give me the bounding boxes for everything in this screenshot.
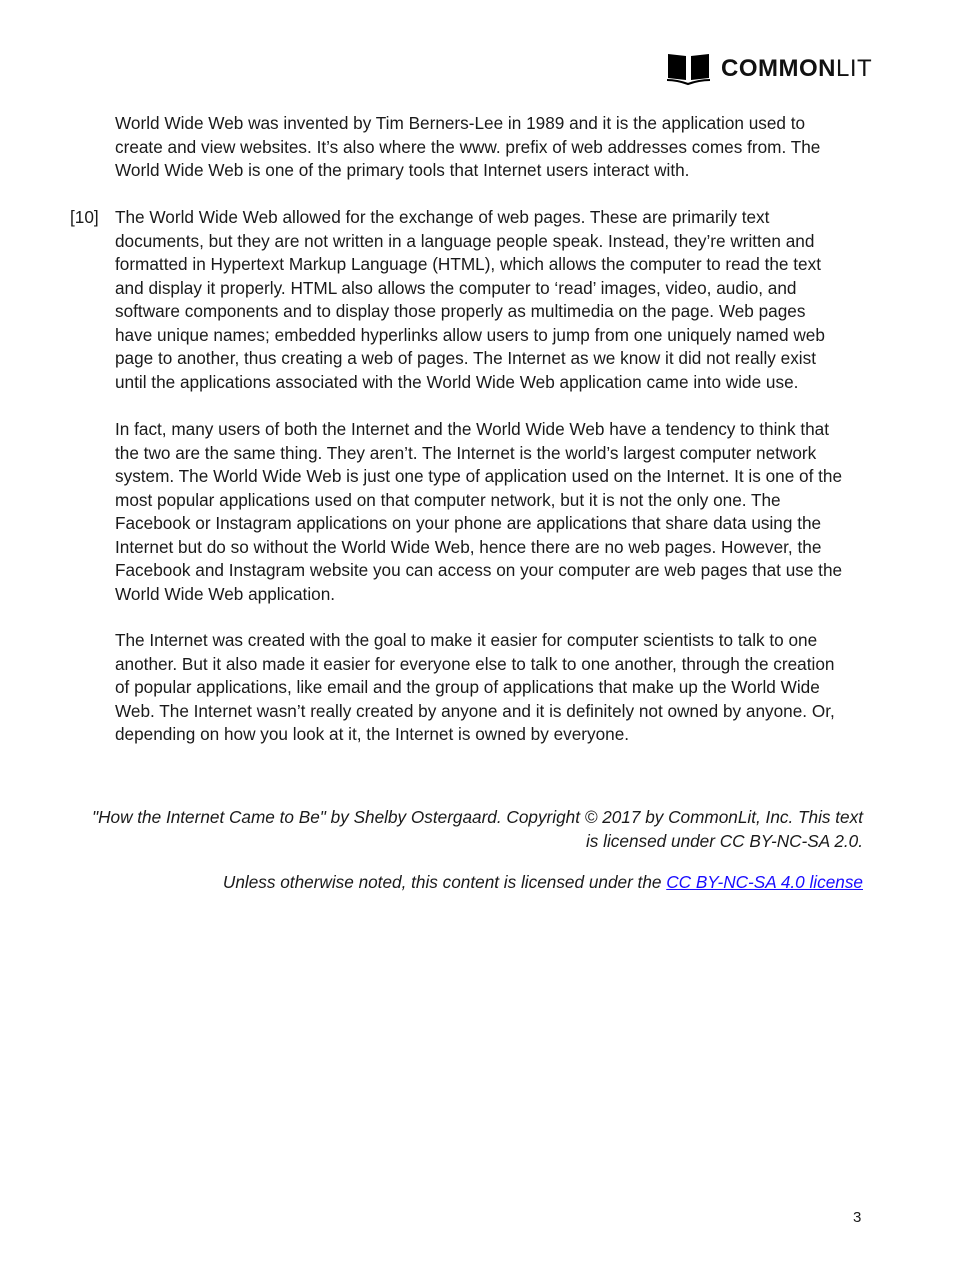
text-line: system. The World Wide Web is just one type of application used on the Internet. It is one of the bbox=[115, 466, 843, 486]
paragraph-number: [10] bbox=[70, 207, 99, 227]
text-line: Facebook and Instagram website you can access on your computer are web pages that use the bbox=[115, 560, 843, 580]
text-line: the two are the same thing. They aren’t. The Internet is the world’s largest computer network bbox=[115, 442, 817, 463]
paragraph-1 bbox=[115, 112, 820, 183]
text-line: World Wide Web application. bbox=[115, 583, 336, 604]
commonlit-logo bbox=[666, 52, 872, 86]
text-line: another. But it also made it easier for everyone else to talk to one another, through the creation bbox=[115, 653, 835, 674]
page-number: 3 bbox=[853, 1209, 862, 1226]
text-line: software components and to display those properly as multimedia on the page. Web pages bbox=[115, 301, 806, 321]
citation-line: is licensed under CC BY-NC-SA 2.0. bbox=[585, 830, 863, 851]
text-line: have unique names; embedded hyperlinks allow users to jump from one uniquely named web bbox=[115, 324, 825, 345]
text-line: create and view websites. It’s also where the www. prefix of web addresses comes from. The bbox=[115, 136, 821, 157]
text-line: The Internet was created with the goal to make it easier for computer scientists to talk to one bbox=[115, 630, 818, 650]
text-line: World Wide Web was invented by Tim Berners-Lee in 1989 and it is the application used to bbox=[115, 113, 806, 133]
citation-line: "How the Internet Came to Be" by Shelby Ostergaard. Copyright © 2017 by CommonLit, Inc. This text bbox=[92, 807, 863, 827]
text-line: formatted in Hypertext Markup Language (HTML), which allows the computer to read the text bbox=[115, 254, 821, 274]
text-line: Web. The Internet wasn’t really created by anyone and it is definitely not owned by anyone. Or, bbox=[115, 700, 835, 721]
text-line: documents, but they are not written in a language people speak. Instead, they’re written and bbox=[115, 230, 815, 251]
citation bbox=[92, 806, 863, 853]
text-line: The World Wide Web allowed for the exchange of web pages. These are primarily text bbox=[115, 207, 770, 227]
open-book-icon bbox=[666, 52, 711, 86]
license-link[interactable]: CC BY-NC-SA 4.0 license bbox=[666, 872, 863, 892]
paragraph-3 bbox=[115, 418, 842, 606]
text-line: most popular applications used on that computer network, but it is not the only one. The bbox=[115, 489, 781, 510]
paragraph-10 bbox=[115, 206, 825, 394]
paragraph-4 bbox=[115, 629, 835, 747]
text-line: In fact, many users of both the Internet and the World Wide Web have a tendency to think that bbox=[115, 419, 830, 439]
logo-text-light: LIT bbox=[835, 55, 873, 82]
text-line: depending on how you look at it, the Internet is owned by everyone. bbox=[115, 724, 630, 744]
text-line: Facebook or Instagram applications on your phone are applications that share data using the bbox=[115, 513, 822, 533]
text-line: and display it properly. HTML also allows the computer to ‘read’ images, video, audio, and bbox=[115, 277, 797, 298]
license-note bbox=[223, 871, 863, 895]
text-line: until the applications associated with the World Wide Web application came into wide use. bbox=[115, 371, 799, 392]
text-line: Internet but do so without the World Wide Web, hence there are no web pages. However, the bbox=[115, 536, 822, 557]
text-line: page to another, thus creating a web of pages. The Internet as we know it did not really exist bbox=[115, 348, 816, 368]
logo-text-bold: COMMON bbox=[721, 55, 836, 82]
text-line: World Wide Web is one of the primary tools that Internet users interact with. bbox=[115, 160, 690, 180]
license-text: Unless otherwise noted, this content is licensed under the bbox=[222, 872, 667, 892]
text-line: of popular applications, like email and the group of applications that make up the World Wide bbox=[115, 677, 820, 697]
